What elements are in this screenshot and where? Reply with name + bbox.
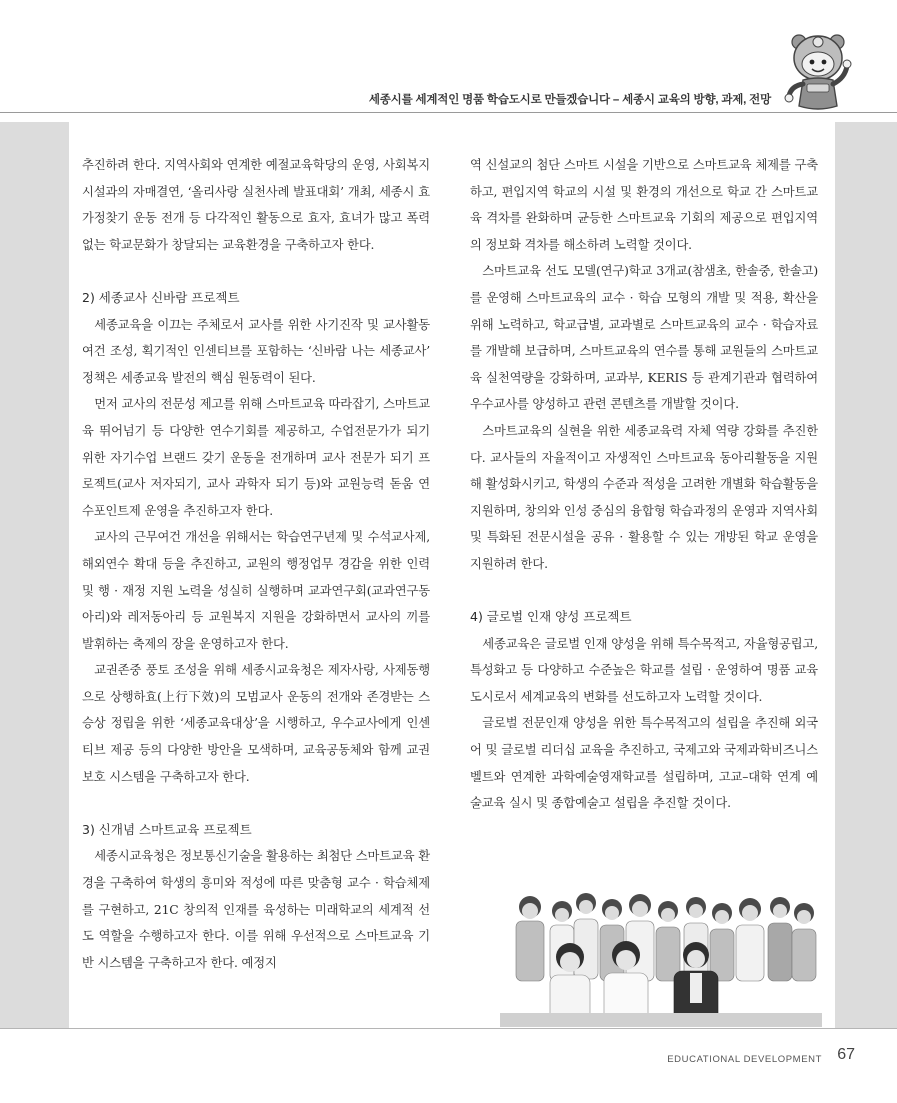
page-number: 67: [837, 1046, 855, 1063]
footer-publication-label: EDUCATIONAL DEVELOPMENT: [667, 1054, 822, 1065]
paragraph: 세종시교육청은 정보통신기술을 활용하는 최첨단 스마트교육 환경을 구축하여 학생의 흥미와 적성에 따른 맞춤형 교수 · 학습체제를 구현하고, 21C 창의적 인재를 육성하는 미래학교의 세계적 선도 역할을 수행하고자 한다. 이를 위해 우선적으로 스마트교육 기반 시스템을 구축하고자 한다. 예정지: [82, 849, 430, 970]
section-heading: 2) 세종교사 신바람 프로젝트: [82, 289, 240, 305]
paragraph: 스마트교육 선도 모델(연구)학교 3개교(참샘초, 한솔중, 한솔고)를 운영해 스마트교육의 교수 · 학습 모형의 개발 및 적용, 확산을 위해 노력하고, 학교급별, 교과별로 스마트교육의 교수 · 학습자료를 개발해 보급하며, 스마트교육의 연수를 통해 교원들의 스마트교육 실천역량을 강화하며, 교과부, KERIS 등 관계기관과 협력하여 우수교사를 양성하고 관련 콘텐츠를 개발할 것이다.: [470, 264, 818, 412]
left-text-column: [82, 152, 430, 976]
header-divider: [0, 112, 897, 113]
footer-divider: [0, 1028, 897, 1029]
right-text-column: [470, 152, 818, 817]
paragraph: 세종교육은 글로벌 인재 양성을 위해 특수목적고, 자율형공립고, 특성화고 등 다양하고 수준높은 학교를 설립 · 운영하여 명품 교육도시로서 세계교육의 변화를 선도하고자 노력할 것이다.: [470, 636, 818, 704]
paragraph: 세종교육을 이끄는 주체로서 교사를 위한 사기진작 및 교사활동 여건 조성, 획기적인 인센티브를 포함하는 ‘신바람 나는 세종교사’ 정책은 세종교육 발전의 핵심 원동력이 된다.: [82, 317, 430, 385]
paragraph: 먼저 교사의 전문성 제고를 위해 스마트교육 따라잡기, 스마트교육 뛰어넘기 등 다양한 연수기회를 제공하고, 수업전문가가 되기 위한 자기수업 브랜드 갖기 운동을 전개하며 교사 전문가 되기 프로젝트(교사 저자되기, 교사 과학자 되기 등)와 교원능력 돋움 연수포인트제 운영을 추진하고자 한다.: [82, 397, 430, 518]
paragraph: 역 신설교의 첨단 스마트 시설을 기반으로 스마트교육 체제를 구축하고, 편입지역 학교의 시설 및 환경의 개선으로 학교 간 스마트교육 격차를 완화하며 균등한 스마트교육 기회의 제공으로 편입지역의 정보화 격차를 해소하려 노력할 것이다.: [470, 158, 818, 252]
paragraph: 교권존중 풍토 조성을 위해 세종시교육청은 제자사랑, 사제동행으로 상행하효(上行下效)의 모범교사 운동의 전개와 존경받는 스승상 정립을 위한 ‘세종교육대상’을 시행하고, 우수교사에게 인센티브 제공 등의 다양한 방안을 모색하며, 교육공동체와 함께 교권보호 시스템을 구축하고자 한다.: [82, 663, 430, 784]
section-heading: 4) 글로벌 인재 양성 프로젝트: [470, 609, 632, 625]
paragraph: 스마트교육의 실현을 위한 세종교육력 자체 역량 강화를 추진한다. 교사들의 자율적이고 자생적인 스마트교육 동아리활동을 지원해 활성화시키고, 학생의 수준과 적성을 고려한 개별화 학습활동을 지원하며, 창의와 인성 중심의 융합형 학습과정의 운영과 지역사회 및 특화된 전문시설을 공유 · 활용할 수 있는 개방된 학교 운영을 지원하려 한다.: [470, 423, 818, 571]
paragraph: 글로벌 전문인재 양성을 위한 특수목적고의 설립을 추진해 외국어 및 글로벌 리더십 교육을 추진하고, 국제고와 국제과학비즈니스 벨트와 연계한 과학예술영재학교를 설립하며, 고교–대학 연계 예술교육 실시 및 종합예술고 설립을 추진할 것이다.: [470, 716, 818, 811]
running-header-title: 세종시를 세계적인 명품 학습도시로 만들겠습니다 – 세종시 교육의 방향, 과제, 전망: [368, 94, 771, 106]
mascot-character-illustration: [783, 26, 853, 116]
paragraph: 추진하려 한다. 지역사회와 연계한 예절교육학당의 운영, 사회복지시설과의 자매결연, ‘올리사랑 실천사례 발표대회’ 개최, 세종시 효가정찾기 운동 전개 등 다각적인 활동으로 효자, 효녀가 많고 폭력없는 학교문화가 창달되는 교육환경을 구축하고자 한다.: [82, 158, 430, 252]
section-heading: 3) 신개념 스마트교육 프로젝트: [82, 821, 252, 837]
paragraph: 교사의 근무여건 개선을 위해서는 학습연구년제 및 수석교사제, 해외연수 확대 등을 추진하고, 교원의 행정업무 경감을 위한 인력 및 행 · 재정 지원 노력을 성실히 실행하며 교과연구회(교과연구동아리)와 레저동아리 등 교원복지 지원을 강화하면서 교사의 끼를 발휘하는 축제의 장을 운영하고자 한다.: [82, 530, 430, 651]
group-photo-students-teachers: [500, 885, 822, 1027]
